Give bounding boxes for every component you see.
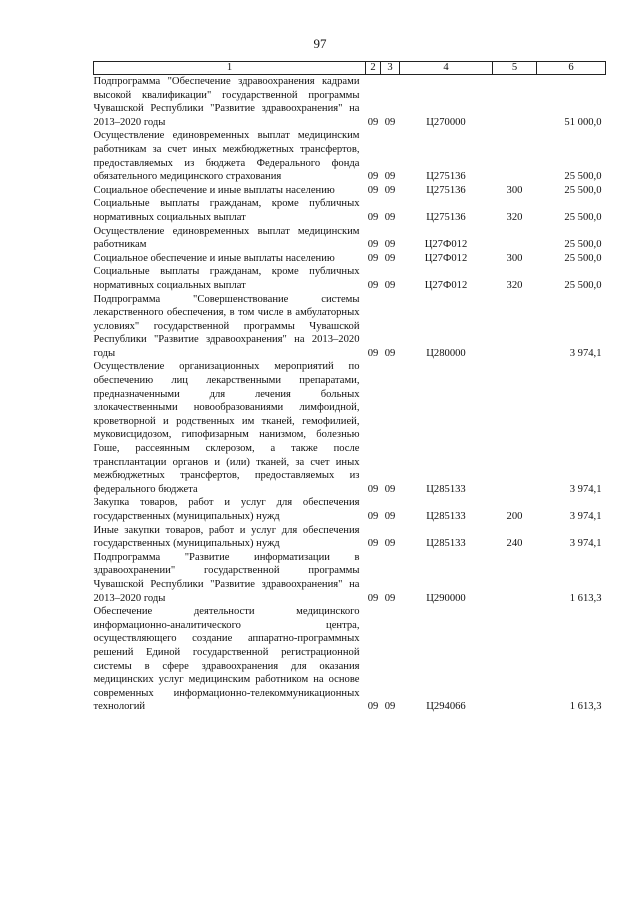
row-subsection-cell: 09 [384,511,396,522]
table-row [94,129,606,183]
budget-table [93,61,606,714]
row-name-cell: Подпрограмма "Развитие информатизации в здравоохранении" государственной программы Чувашской Республики "Развитие здравоохранения" на 2013–2020 годы [93,551,360,604]
row-target-article-cell: Ц290000 [426,592,466,604]
row-amount-cell: 3 974,1 [569,538,602,550]
table-row [94,265,606,292]
table-row [94,252,606,266]
row-expense-type-cell [493,225,537,252]
row-amount-cell: 1 613,3 [569,592,602,604]
table-header-row [94,62,606,75]
row-target-article-cell: Ц275136 [426,211,466,223]
row-subsection-cell: 09 [384,239,396,251]
row-expense-type-cell: 320 [506,211,523,223]
row-target-article-cell: Ц275136 [426,171,466,183]
table-row [94,197,606,224]
row-subsection-cell: 09 [384,116,396,128]
table-row [94,605,606,714]
row-expense-type-cell [493,75,537,130]
row-subsection-cell: 09 [384,483,396,495]
table-row [94,524,606,551]
row-expense-type-cell: 300 [506,252,523,264]
row-target-article-cell: Ц27Ф012 [424,279,468,291]
row-amount-cell: 1 613,3 [569,701,602,713]
row-expense-type-cell [493,605,537,714]
row-amount-cell: 25 500,0 [564,239,602,251]
row-amount-cell: 25 500,0 [564,279,602,291]
header-col-5: 5 [493,62,537,75]
row-amount-cell: 25 500,0 [564,211,602,223]
row-section-cell: 09 [367,592,379,604]
row-amount-cell: 3 974,1 [569,347,602,359]
row-amount-cell: 51 000,0 [564,116,602,128]
page-number: 97 [313,36,327,51]
row-expense-type-cell [493,360,537,496]
row-subsection-cell: 09 [384,538,396,550]
row-section-cell: 09 [367,483,379,495]
row-name-cell: Социальные выплаты гражданам, кроме публичных нормативных социальных выплат [93,198,360,223]
row-section-cell: 09 [367,211,379,223]
row-section-cell: 09 [367,116,379,128]
table-row [94,184,606,198]
row-name-cell: Социальное обеспечение и иные выплаты населению [93,252,335,264]
row-section-cell: 09 [367,511,379,522]
row-name-cell: Осуществление единовременных выплат медицинским работникам [93,225,360,251]
row-name-cell: Осуществление единовременных выплат медицинским работникам за счет иных межбюджетных трансфертов, предоставляемых из бюджета Федерального фонда обязательного медицинского страхования [93,130,360,183]
row-subsection-cell: 09 [384,211,396,223]
row-target-article-cell: Ц27Ф012 [424,252,468,264]
row-expense-type-cell: 240 [506,538,523,550]
row-section-cell: 09 [367,701,379,713]
row-section-cell: 09 [367,252,379,264]
table-row [94,75,606,130]
row-section-cell: 09 [367,171,379,183]
row-section-cell: 09 [367,239,379,251]
row-expense-type-cell: 200 [506,511,523,522]
row-section-cell: 09 [367,279,379,291]
row-expense-type-cell: 300 [506,184,523,196]
row-subsection-cell: 09 [384,252,396,264]
row-name-cell: Социальные выплаты гражданам, кроме публичных нормативных социальных выплат [93,266,360,291]
row-name-cell: Осуществление организационных мероприятий по обеспечению лиц лекарственными препаратами, предназначенными для лечения больных злокачественными новообразованиями лимфоидной, кроветворной и родственных им тканей, гемофилией, муковисцидозом, гипофизарным нанизмом, болезнью Гоше, рассеянным склерозом, а также после трансплантации органов и (или) тканей, за счет иных межбюджетных трансфертов, предоставляемых из федерального бюджета [93,361,360,495]
row-expense-type-cell [493,551,537,605]
row-subsection-cell: 09 [384,279,396,291]
row-amount-cell: 25 500,0 [564,171,602,183]
row-section-cell: 09 [367,538,379,550]
row-name-cell: Социальное обеспечение и иные выплаты населению [93,184,335,196]
row-expense-type-cell [493,293,537,361]
row-target-article-cell: Ц270000 [426,116,466,128]
row-target-article-cell: Ц275136 [426,184,466,196]
row-amount-cell: 25 500,0 [564,252,602,264]
row-target-article-cell: Ц27Ф012 [424,239,468,251]
table-row [94,360,606,496]
row-name-cell: Подпрограмма "Совершенствование системы лекарственного обеспечения, в том числе в амбулаторных условиях" государственной программы Чувашской Республики "Развитие здравоохранения" на 2013–2020 годы [93,293,360,359]
row-name-cell: Обеспечение деятельности медицинского информационно-аналитического центра, осуществляющего создание аппаратно-программных решений Единой государственной регистрационной системы в сфере здравоохранения для оказания медицинских услуг медицинским работником на основе современных информационно-телекоммуникационных технологий [93,606,360,713]
row-target-article-cell: Ц285133 [426,538,466,550]
row-amount-cell: 3 974,1 [569,483,602,495]
row-expense-type-cell: 320 [506,279,523,291]
header-col-3: 3 [381,62,400,75]
row-target-article-cell: Ц285133 [426,511,466,522]
row-name-cell: Закупка товаров, работ и услуг для обеспечения государственных (муниципальных) нужд [93,497,360,522]
row-subsection-cell: 09 [384,184,396,196]
table-row [94,293,606,361]
row-target-article-cell: Ц294066 [426,701,466,713]
row-subsection-cell: 09 [384,347,396,359]
row-subsection-cell: 09 [384,701,396,713]
row-section-cell: 09 [367,184,379,196]
row-name-cell: Иные закупки товаров, работ и услуг для обеспечения государственных (муниципальных) нужд [93,524,360,550]
header-col-2: 2 [366,62,381,75]
row-target-article-cell: Ц285133 [426,483,466,495]
row-name-cell: Подпрограмма "Обеспечение здравоохранения кадрами высокой квалификации" государственной программы Чувашской Республики "Развитие здравоохранения" на 2013–2020 годы [93,76,360,128]
header-col-4: 4 [400,62,493,75]
row-expense-type-cell [493,129,537,183]
header-col-1: 1 [94,62,366,75]
table-row [94,496,606,523]
row-amount-cell: 25 500,0 [564,184,602,196]
row-section-cell: 09 [367,347,379,359]
row-amount-cell: 3 974,1 [569,511,602,522]
row-subsection-cell: 09 [384,592,396,604]
header-col-6: 6 [537,62,606,75]
table-row [94,551,606,605]
row-target-article-cell: Ц280000 [426,347,466,359]
row-subsection-cell: 09 [384,171,396,183]
table-row [94,225,606,252]
